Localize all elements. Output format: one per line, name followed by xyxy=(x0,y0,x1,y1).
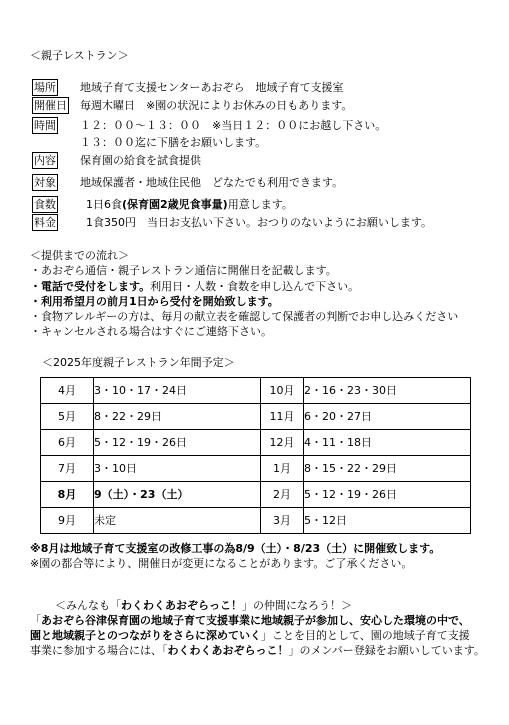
table-row xyxy=(41,378,471,404)
days-cell: 2・16・23・30日 xyxy=(304,378,471,404)
flow-item: ・利用希望月の前月1日から受付を開始致します。 xyxy=(30,295,279,308)
month-cell: 5月 xyxy=(41,404,94,430)
membership-line1-bold: あおぞら谷津保育園の地域子育て支援事業に地域親子が参加し、安心した環境の中で、 xyxy=(41,614,470,627)
days-cell: 8・15・22・29日 xyxy=(304,456,471,482)
membership-line xyxy=(30,613,470,628)
days-cell: 5・12・19・26日 xyxy=(94,430,261,456)
info-label-fee: 料金 xyxy=(34,216,56,229)
days-cell: 未定 xyxy=(94,508,261,534)
info-label-target: 対象 xyxy=(34,176,56,189)
info-value-target: 地域保護者・地域住民他 どなたでも利用できます。 xyxy=(80,176,344,189)
days-cell: 9（土）・23（土） xyxy=(94,482,261,508)
membership-line3-post: 」のメンバー登録をお願いしています。 xyxy=(288,644,485,657)
membership-line3-pre: 事業に参加する場合には、「 xyxy=(30,644,168,657)
info-label-servings: 食数 xyxy=(34,198,56,211)
days-cell: 3・10日 xyxy=(94,456,261,482)
membership-line1-pre: 「 xyxy=(30,614,41,627)
servings-bold: (保育園2歳児食事量) xyxy=(122,198,228,211)
month-cell: 10月 xyxy=(261,378,304,404)
membership-title-bold: わくわくあおぞらっこ！ xyxy=(121,599,242,612)
month-cell: 7月 xyxy=(41,456,94,482)
flow-item-bold: ・電話で受付をします。 xyxy=(30,280,151,293)
flow-item: ・あおぞら通信・親子レストラン通信に開催日を記載します。 xyxy=(30,264,337,277)
info-value-time: １２：００〜１３：００ ※当日１２：００にお越し下さい。 xyxy=(80,119,387,132)
flow-item xyxy=(30,279,359,294)
month-cell: 3月 xyxy=(261,508,304,534)
info-value-fee: 1食350円 当日お支払い下さい。おつりのないようにお願いします。 xyxy=(86,216,433,229)
membership-title-pre: ＜みんなも「 xyxy=(55,599,121,612)
flow-item-rest: 利用日・人数・食数を申し込んで下さい。 xyxy=(150,280,360,293)
info-label-content: 内容 xyxy=(34,154,56,167)
membership-title xyxy=(55,598,352,613)
info-value-time-line2: １３：００迄に下膳をお願いします。 xyxy=(80,136,267,149)
days-cell: 8・22・29日 xyxy=(94,404,261,430)
month-cell: 8月 xyxy=(41,482,94,508)
membership-line xyxy=(30,628,470,643)
table-row xyxy=(41,456,471,482)
month-cell: 9月 xyxy=(41,508,94,534)
days-cell: 5・12日 xyxy=(304,508,471,534)
membership-title-post: 」の仲間になろう！＞ xyxy=(242,599,352,612)
info-value-servings xyxy=(86,197,293,212)
flow-title: ＜提供までの流れ＞ xyxy=(30,249,129,262)
info-label-venue: 場所 xyxy=(34,81,56,94)
days-cell: 3・10・17・24日 xyxy=(94,378,261,404)
table-row xyxy=(41,508,471,534)
month-cell: 4月 xyxy=(41,378,94,404)
flow-item: ・食物アレルギーの方は、毎月の献立表を確認して保護者の判断でお申し込みください xyxy=(30,310,459,323)
month-cell: 12月 xyxy=(261,430,304,456)
table-row xyxy=(41,404,471,430)
schedule-table xyxy=(40,377,471,534)
info-value-venue: 地域子育て支援センターあおぞら 地域子育て支援室 xyxy=(80,81,344,94)
note-august: ※8月は地域子育て支援室の改修工事の為8/9（土）・8/23（土）に開催致します。 xyxy=(30,542,441,555)
month-cell: 2月 xyxy=(261,482,304,508)
info-value-content: 保育園の給食を試食提供 xyxy=(80,154,201,167)
month-cell: 6月 xyxy=(41,430,94,456)
servings-post: 用意します。 xyxy=(227,198,293,211)
month-cell: 1月 xyxy=(261,456,304,482)
info-label-date: 開催日 xyxy=(34,99,67,112)
days-cell: 6・20・27日 xyxy=(304,404,471,430)
days-cell: 4・11・18日 xyxy=(304,430,471,456)
table-row xyxy=(41,482,471,508)
restaurant-title: ＜親子レストラン＞ xyxy=(30,49,129,62)
month-cell: 11月 xyxy=(261,404,304,430)
servings-pre: 1日6食 xyxy=(86,198,122,211)
schedule-title: ＜2025年度親子レストラン年間予定＞ xyxy=(42,356,235,369)
membership-line2-bold: 園と地域親子とのつながりをさらに深めていく xyxy=(30,629,261,642)
membership-line3-bold: わくわくあおぞらっこ！ xyxy=(167,644,289,657)
table-row xyxy=(41,430,471,456)
membership-line xyxy=(30,643,485,658)
note-change: ※園の都合等により、開催日が変更になることがあります。ご了承ください。 xyxy=(30,557,413,570)
info-value-date: 毎週木曜日 ※園の状況によりお休みの日もあります。 xyxy=(80,99,353,112)
info-label-time: 時間 xyxy=(34,119,56,132)
membership-line2-post: 」ことを目的として、園の地域子育て支援 xyxy=(261,629,470,642)
flow-item: ・キャンセルされる場合はすぐにご連絡下さい。 xyxy=(30,325,272,338)
days-cell: 5・12・19・26日 xyxy=(304,482,471,508)
